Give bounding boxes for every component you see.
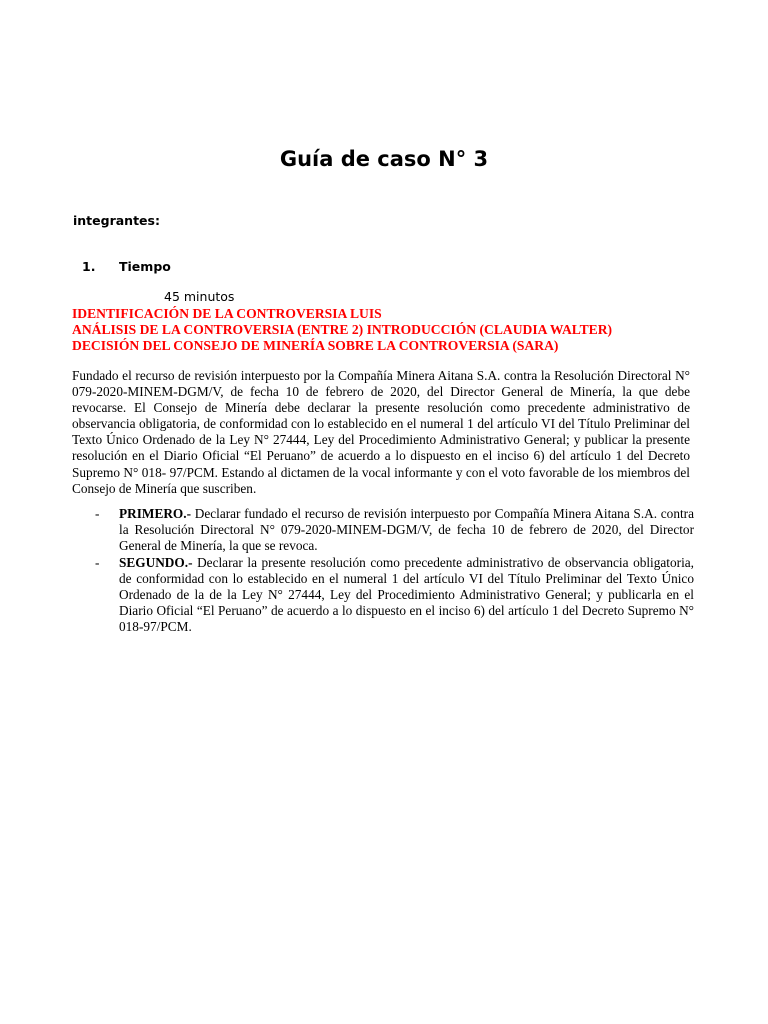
list-item-segundo bbox=[72, 555, 694, 636]
list-bullet: - bbox=[95, 554, 100, 570]
list-item-primero bbox=[72, 506, 694, 555]
body-paragraph: Fundado el recurso de revisión interpuesto por la Compañía Minera Aitana S.A. contra la Resolución Directoral N° 079-2020-MINEM-DGM/V, de fecha 10 de febrero de 2020, del Director General de Minería, la que debe revocarse. El Consejo de Minería debe declarar la presente resolución como precedente administrativo de observancia obligatoria, de conformidad con lo establecido en el numeral 1 del artículo VI del Título Preliminar del Texto Único Ordenado de la Ley N° 27444, Ley del Procedimiento Administrativo General; y publicar la presente resolución en el Diario Oficial “El Peruano” de acuerdo a lo dispuesto en el inciso 6) del artículo 1 del Decreto Supremo N° 018- 97/PCM. Estando al dictamen de la vocal informante y con el voto favorable de los miembros del Consejo de Minería que suscriben. bbox=[72, 368, 690, 496]
section-number: 1. bbox=[82, 259, 96, 274]
section-label: Tiempo bbox=[119, 259, 171, 274]
members-label: integrantes: bbox=[73, 213, 160, 228]
resolution-list bbox=[72, 506, 694, 636]
list-item-text: Declarar la presente resolución como precedente administrativo de observancia obligatoria, de conformidad con lo establecido en el numeral 1 del artículo VI del Título Preliminar del Texto Único Ordenado de la de la Ley N° 27444, Ley del Procedimiento Administrativo General; y publicarla en el Diario Oficial “El Peruano” de acuerdo a lo dispuesto en el inciso 6) del artículo 1 del Decreto Supremo N° 018-97/PCM. bbox=[119, 554, 694, 635]
document-title: Guía de caso N° 3 bbox=[279, 147, 489, 171]
duration-text: 45 minutos bbox=[164, 289, 235, 304]
list-bullet: - bbox=[95, 506, 100, 521]
list-item-text: Declarar fundado el recurso de revisión interpuesto por Compañía Minera Aitana S.A. contra la Resolución Directoral N° 079-2020-MINEM-DGM/V, de fecha 10 de febrero de 2020, del Director General de Minería, la que se revoca. bbox=[119, 506, 694, 554]
list-item-lead: PRIMERO.- bbox=[119, 506, 192, 521]
heading-decision: DECISIÓN DEL CONSEJO DE MINERÍA SOBRE LA CONTROVERSIA (SARA) bbox=[72, 338, 559, 353]
list-item-lead: SEGUNDO.- bbox=[119, 554, 193, 570]
red-headings bbox=[72, 306, 712, 354]
heading-identification: IDENTIFICACIÓN DE LA CONTROVERSIA LUIS bbox=[72, 306, 382, 321]
heading-analysis: ANÁLISIS DE LA CONTROVERSIA (ENTRE 2) INTRODUCCIÓN (CLAUDIA WALTER) bbox=[72, 322, 613, 337]
